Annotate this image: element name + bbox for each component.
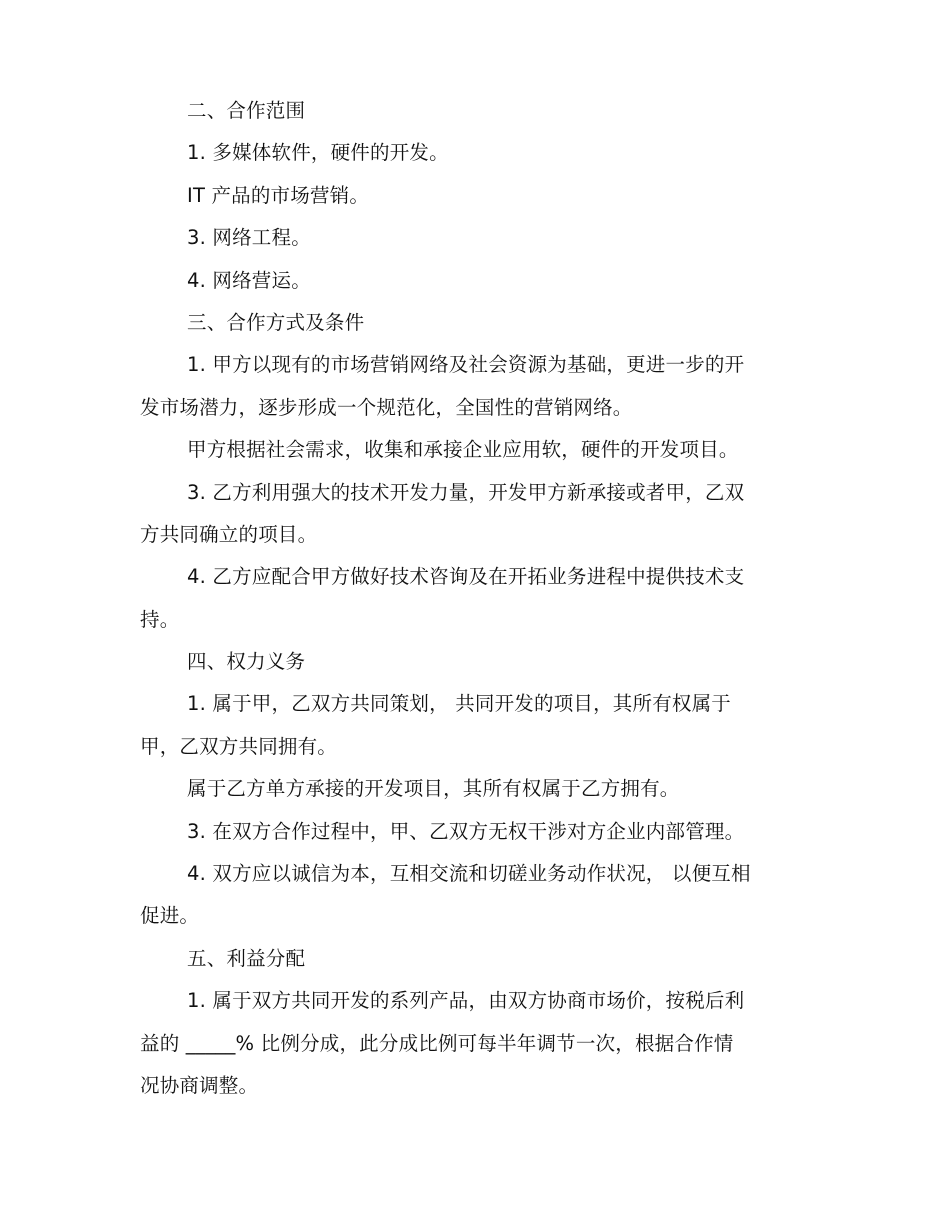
paragraph-line: 3. 乙方利用强大的技术开发力量，开发甲方新承接或者甲，乙双 [187, 480, 745, 504]
paragraph-line: 1. 甲方以现有的市场营销网络及社会资源为基础，更进一步的开 [187, 353, 745, 377]
paragraph-line: 3. 网络工程。 [187, 226, 311, 250]
paragraph-line: 1. 属于甲，乙双方共同策划， 共同开发的项目，其所有权属于 [187, 692, 732, 716]
paragraph-line: 发市场潜力，逐步形成一个规范化，全国性的营销网络。 [140, 395, 633, 419]
document-body [140, 90, 808, 1107]
paragraph-line: 方共同确立的项目。 [140, 522, 318, 546]
paragraph-line: 甲，乙双方共同拥有。 [140, 734, 338, 758]
paragraph-line: 促进。 [140, 904, 200, 928]
paragraph-line: 持。 [140, 607, 180, 631]
paragraph-line: 4. 网络营运。 [187, 268, 311, 292]
paragraph-line: 1. 属于双方共同开发的系列产品，由双方协商市场价，按税后利 [187, 989, 745, 1013]
section-heading-profit-distribution: 五、利益分配 [187, 946, 306, 970]
paragraph-line: 4. 乙方应配合甲方做好技术咨询及在开拓业务进程中提供技术支 [187, 565, 745, 589]
section-heading-cooperation-scope: 二、合作范围 [187, 99, 306, 122]
paragraph-line: 甲方根据社会需求，收集和承接企业应用软，硬件的开发项目。 [187, 438, 739, 462]
paragraph-line: 况协商调整。 [140, 1073, 259, 1097]
paragraph-line: 益的 _____% 比例分成，此分成比例可每半年调节一次，根据合作情 [140, 1031, 734, 1055]
paragraph-line: 1. 多媒体软件，硬件的开发。 [187, 141, 449, 165]
paragraph-line: 4. 双方应以诚信为本，互相交流和切磋业务动作状况， 以便互相 [187, 862, 751, 886]
section-heading-cooperation-method: 三、合作方式及条件 [187, 310, 365, 334]
paragraph-line: 3. 在双方合作过程中，甲、乙双方无权干涉对方企业内部管理。 [187, 819, 745, 843]
paragraph-line: IT 产品的市场营销。 [187, 183, 370, 207]
section-heading-rights-obligations: 四、权力义务 [187, 650, 306, 674]
paragraph-line: 属于乙方单方承接的开发项目，其所有权属于乙方拥有。 [187, 777, 680, 801]
